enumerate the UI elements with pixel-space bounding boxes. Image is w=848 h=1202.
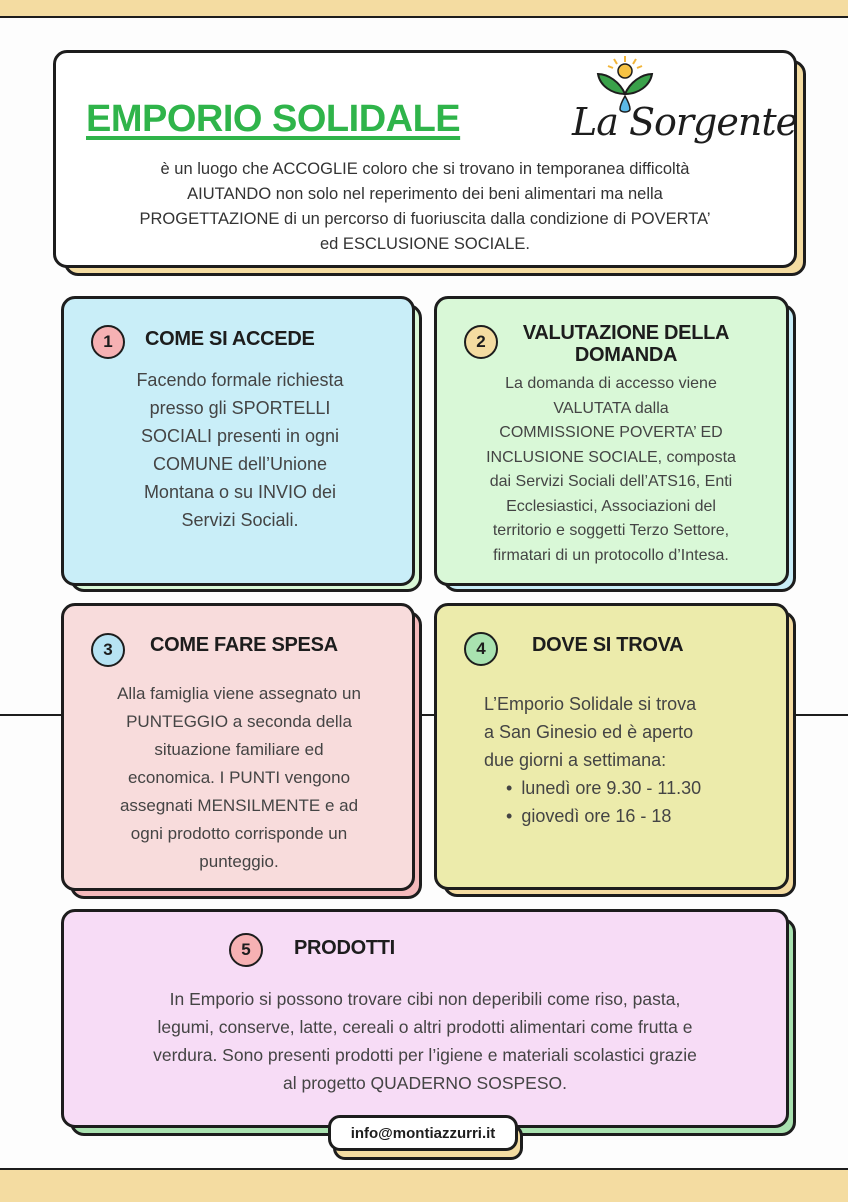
divider-line-right [790,714,848,716]
body-line: Ecclesiastici, Associazioni del [506,497,716,515]
intro-text [75,157,775,257]
body-line: Montana o su INVIO dei [143,482,337,502]
section-heading [504,322,748,366]
body-line: verdura. Sono presenti prodotti per l’igiene e materiali scolastici grazie [153,1045,697,1065]
page-title: EMPORIO SOLIDALE [86,98,461,140]
section-heading: COME FARE SPESA [150,634,338,656]
section-number-badge: 5 [229,933,263,967]
body-line: VALUTATA dalla [553,399,669,417]
body-line: COMMISSIONE POVERTA’ ED [499,424,723,441]
body-line: In Emporio si possono trovare cibi non deperibili come riso, pasta, [169,989,681,1009]
body-line: dai Servizi Sociali dell’ATS16, Enti [489,473,733,490]
body-line: a San Ginesio ed è aperto [484,722,694,742]
body-line: situazione familiare ed [154,740,324,759]
section-number-badge: 1 [91,325,125,359]
opening-days-list [484,774,774,830]
email-link[interactable]: info@montiazzurri.it [350,1124,496,1142]
logo-text: La Sorgente [572,100,798,144]
divider-line-left [0,714,66,716]
intro-line: ed ESCLUSIONE SOCIALE. [320,235,530,253]
section-body [80,366,400,534]
body-line: firmatari di un protocollo d’Intesa. [493,546,729,564]
body-line: SOCIALI presenti in ogni [140,426,340,446]
section-heading: DOVE SI TROVA [532,634,684,656]
section-body [448,372,774,568]
body-line: presso gli SPORTELLI [149,398,331,418]
body-line: INCLUSIONE SOCIALE, composta [486,448,736,466]
intro-line: AIUTANDO non solo nel reperimento dei beni alimentari ma nella [187,185,663,203]
intro-line: PROGETTAZIONE di un percorso di fuoriuscita dalla condizione di POVERTA’ [139,210,711,228]
body-line: Servizi Sociali. [181,510,299,530]
body-line: al progetto QUADERNO SOSPESO. [283,1073,567,1093]
section-heading: PRODOTTI [294,937,395,959]
body-line: Alla famiglia viene assegnato un [117,684,361,703]
body-line: Facendo formale richiesta [136,370,344,390]
body-line: punteggio. [199,852,279,871]
opening-day-item: • giovedì ore 16 - 18 [506,802,774,830]
body-line: COMUNE dell’Unione [152,454,328,474]
body-line: economica. I PUNTI vengono [127,768,351,787]
section-number-badge: 4 [464,632,498,666]
body-line: La domanda di accesso viene [505,375,717,392]
section-body [80,985,770,1097]
section-body [484,690,774,830]
body-line: territorio e soggetti Terzo Settore, [492,522,730,539]
top-band [0,0,848,18]
heading-line: DOMANDA [574,344,678,366]
opening-day-item: • lunedì ore 9.30 - 11.30 [506,774,774,802]
body-line: ogni prodotto corrisponde un [130,824,348,843]
body-line: due giorni a settimana: [484,750,667,770]
section-heading: COME SI ACCEDE [145,328,315,350]
body-line: legumi, conserve, latte, cereali o altri prodotti alimentari come frutta e [157,1017,693,1037]
body-line: assegnati MENSILMENTE e ad [119,796,359,815]
section-body [76,680,402,876]
body-line: L’Emporio Solidale si trova [484,694,697,714]
intro-line: è un luogo che ACCOGLIE coloro che si trovano in temporanea difficoltà [160,160,690,178]
heading-line: VALUTAZIONE DELLA [522,322,730,344]
body-line: PUNTEGGIO a seconda della [126,712,352,731]
section-number-badge: 2 [464,325,498,359]
section-number-badge: 3 [91,633,125,667]
bottom-band [0,1168,848,1202]
